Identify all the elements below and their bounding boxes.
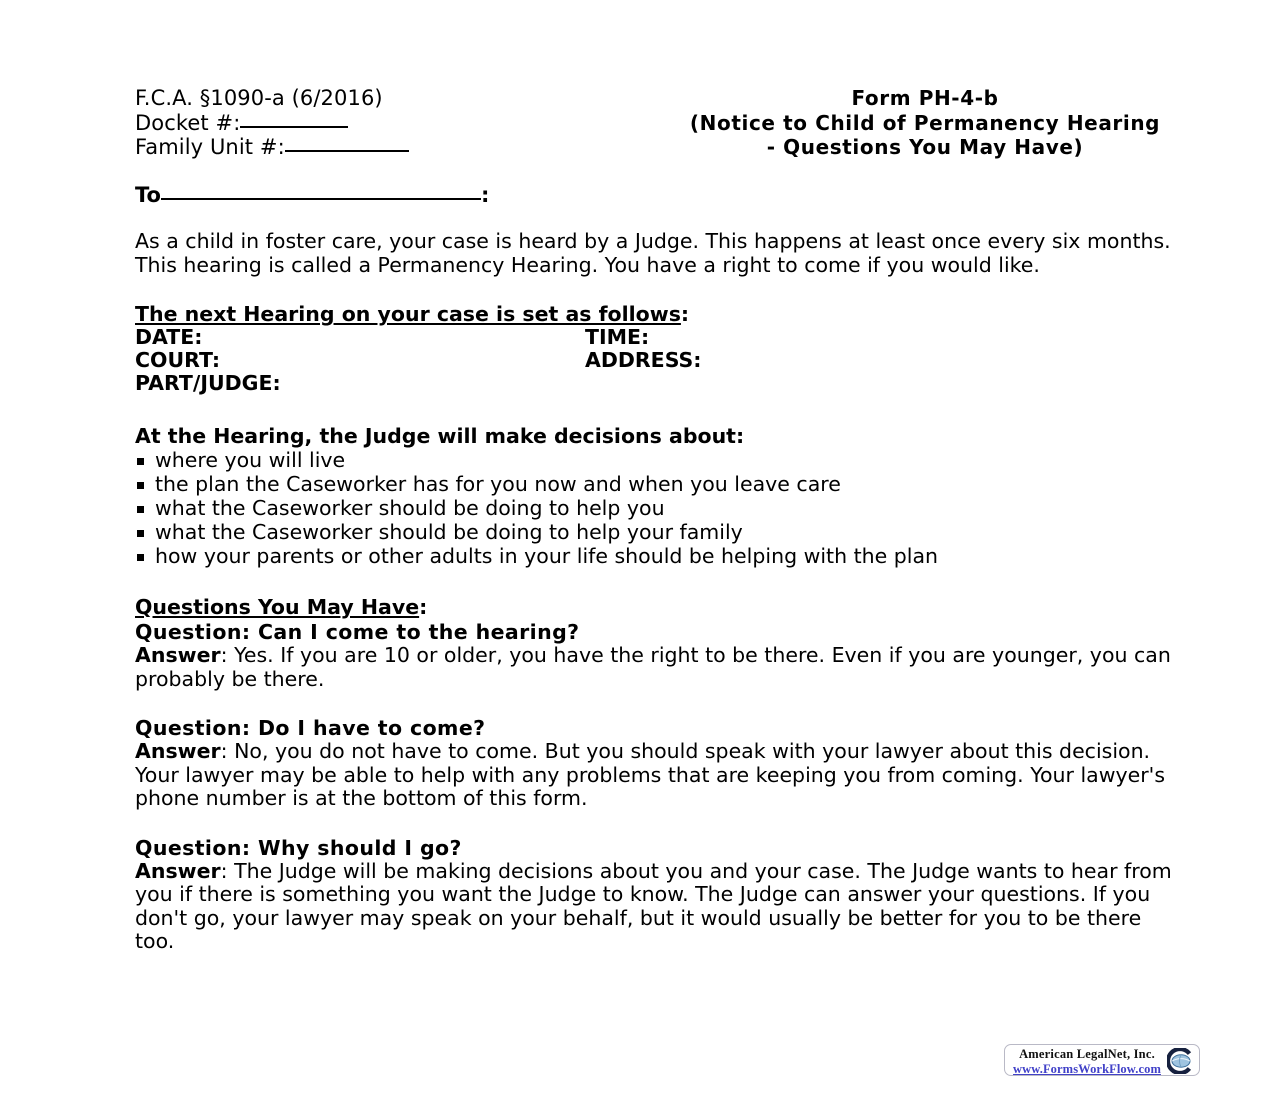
answer-separator: : [220,739,235,763]
question-text: Question: Do I have to come? [135,716,486,740]
list-item-text: the plan the Caseworker has for you now and when you leave care [155,471,841,496]
list-item-text: where you will live [155,447,346,472]
hearing-row-date-time [135,326,1185,349]
answer-label: Answer [135,739,221,763]
questions-heading-colon: : [419,595,428,619]
answer-text [135,860,1185,954]
document-header [135,86,1185,168]
answer-text [135,644,1185,691]
question-text: Question: Can I come to the hearing? [135,620,580,644]
badge-text-block [1013,1047,1161,1077]
badge-url-link[interactable]: www.FormsWorkFlow.com [1013,1062,1161,1076]
globe-ring-logo-icon [1167,1048,1193,1074]
docket-number-label: Docket #: [135,110,241,135]
answer-separator: : [220,643,235,667]
square-bullet-icon [137,530,144,537]
part-judge-label: PART/JUDGE: [135,371,281,395]
intro-paragraph: As a child in foster care, your case is heard by a Judge. This happens at least once every six months. This hearing is called a Permanency Hearing. You have a right to come if you would like. [135,229,1171,277]
qa-block [135,716,1185,811]
header-right-block [665,86,1185,160]
form-title-line-2: - Questions You May Have) [766,135,1084,159]
decisions-heading: At the Hearing, the Judge will make decisions about: [135,424,745,448]
family-unit-number-field[interactable] [135,135,409,160]
hearing-details-fields [135,326,1185,395]
list-item [135,473,1185,497]
docket-number-blank[interactable] [240,126,348,128]
questions-heading-text: Questions You May Have [135,595,420,619]
list-item [135,449,1185,473]
answer-text [135,740,1185,811]
list-item-text: what the Caseworker should be doing to help your family [155,519,743,544]
qa-block [135,620,1185,691]
american-legalnet-badge[interactable] [1004,1044,1200,1076]
answer-label: Answer [135,858,221,883]
family-unit-number-label: Family Unit #: [135,135,285,159]
list-item [135,497,1185,521]
next-hearing-heading-colon: : [680,302,690,326]
next-hearing-heading [135,303,1185,326]
qa-block [135,836,1185,954]
answer-body: No, you do not have to come. But you should speak with your lawyer about this decision. Your lawyer may be able to help with any problems that are keeping you from coming. Your lawyer's phone number is at the bottom of this form. [135,739,1165,810]
form-title-line-1: (Notice to Child of Permanency Hearing [689,110,1161,135]
list-item [135,545,1185,569]
address-label: ADDRESS: [585,348,702,372]
date-label: DATE: [135,325,203,349]
time-label: TIME: [585,325,650,349]
questions-heading [135,596,1185,619]
hearing-row-part-judge [135,372,1185,395]
addressee-field[interactable] [135,182,1185,208]
list-item-text: what the Caseworker should be doing to help you [155,495,665,520]
answer-label: Answer [135,643,221,667]
list-item-text: how your parents or other adults in your life should be helping with the plan [155,543,939,568]
square-bullet-icon [137,554,144,561]
court-label: COURT: [135,348,221,372]
square-bullet-icon [137,482,144,489]
question-text: Question: Why should I go? [135,835,462,860]
addressee-blank[interactable] [161,198,481,200]
square-bullet-icon [137,458,144,465]
answer-body: Yes. If you are 10 or older, you have the right to be there. Even if you are younger, you can probably be there. [135,643,1171,691]
next-hearing-heading-text: The next Hearing on your case is set as follows [135,302,681,326]
header-left-block [135,86,409,160]
form-number: Form PH-4-b [851,86,999,110]
family-unit-number-blank[interactable] [285,150,409,152]
answer-body: The Judge will be making decisions about you and your case. The Judge wants to hear from you if there is something you want the Judge to know. The Judge can answer your questions. If you don't go, your lawyer may speak on your behalf, but it would usually be better for you to be there too. [135,858,1172,953]
statute-citation: F.C.A. §1090-a (6/2016) [135,86,383,110]
square-bullet-icon [137,506,144,513]
addressee-colon: : [480,183,490,207]
hearing-row-court-address [135,349,1185,372]
docket-number-field[interactable] [135,111,409,136]
answer-separator: : [220,858,235,883]
addressee-label: To [135,183,161,207]
document-content [135,86,1185,954]
decisions-list [135,449,1185,569]
badge-company-name: American LegalNet, Inc. [1019,1047,1155,1061]
list-item [135,521,1185,545]
